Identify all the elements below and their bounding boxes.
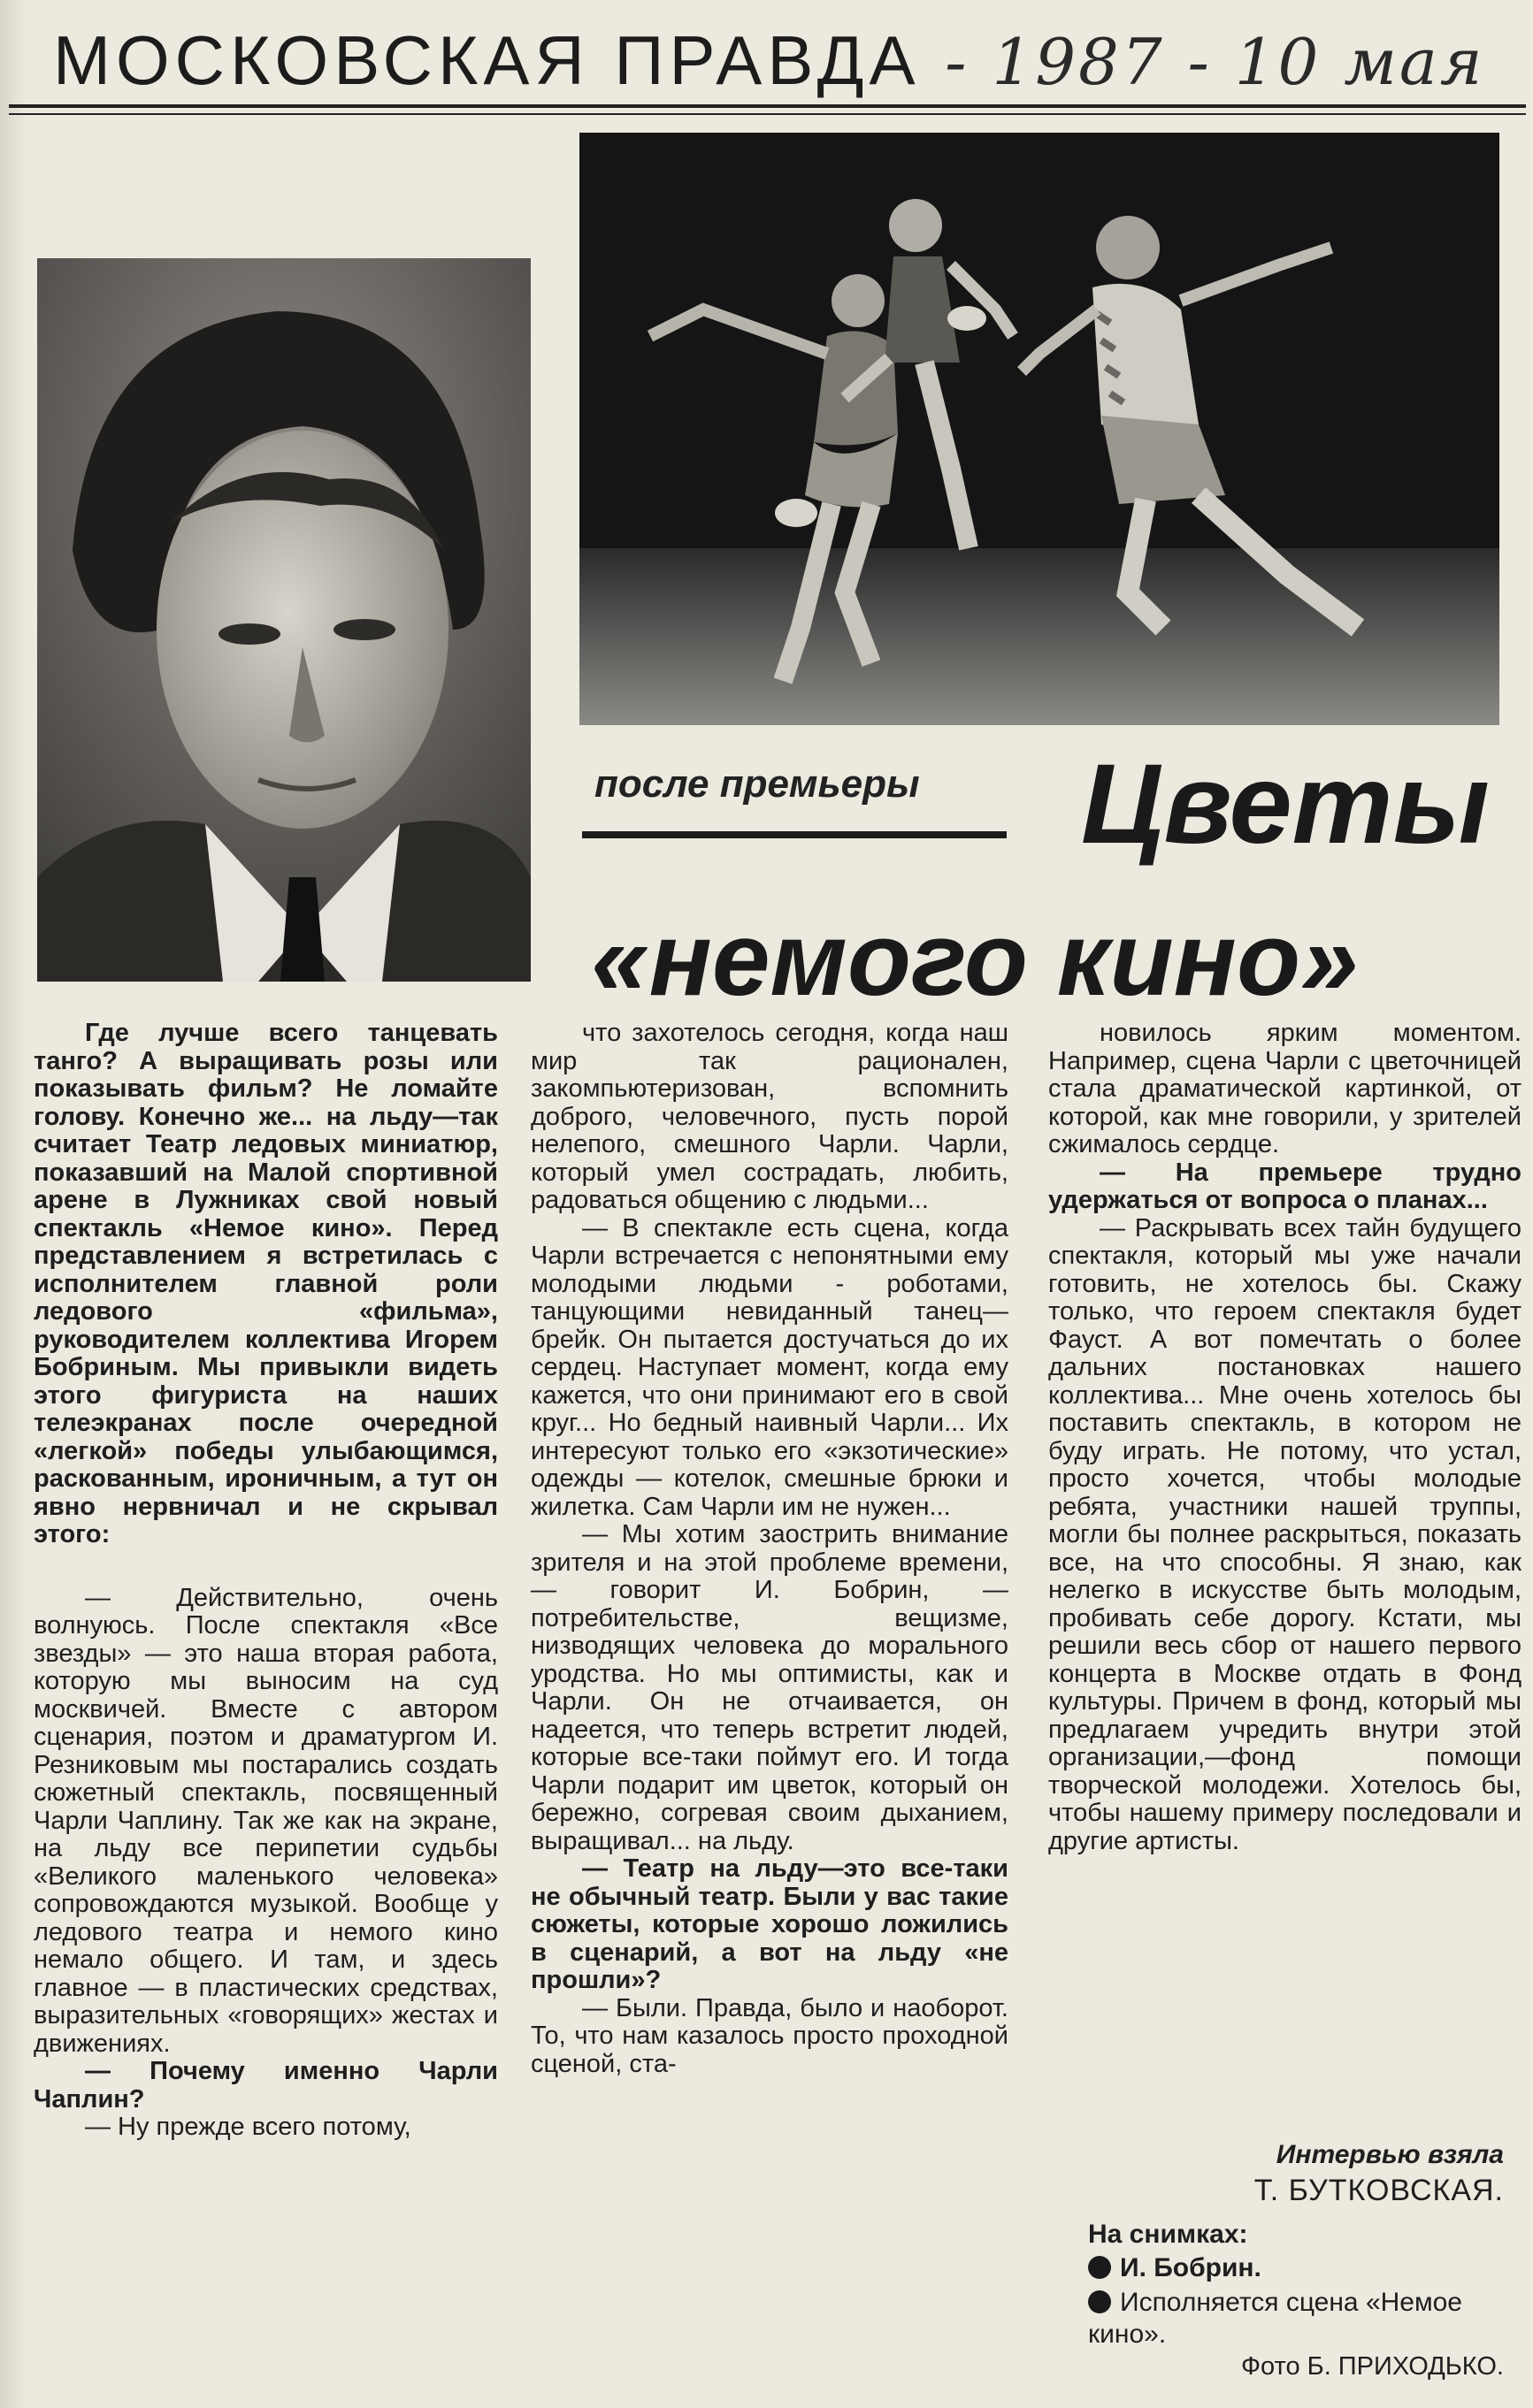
article-paragraph: новилось ярким моментом. Например, сцена Чарли с цветочницей стала драматической картинкой, от которой, как мне говорили, у зрителей сжималось сердце. (1048, 1019, 1522, 1158)
masthead (53, 18, 1504, 103)
bullet-icon (1088, 2256, 1111, 2279)
caption-item-1-text: И. Бобрин. (1120, 2253, 1261, 2282)
article-paragraph: — Ну прежде всего потому, (85, 2113, 411, 2141)
article-paragraph: — Раскрывать всех тайн будущего спектакля, который мы уже начали готовить, не хотелось бы. Скажу только, что героем спектакля будет Фауст. А вот помечтать о более дальних постановках нашего коллектива... Мне очень хотелось бы поставить спектакль, в котором не буду играть. Не потому, что устал, просто хочется, чтобы молодые ребята, участники нашей труппы, могли бы полнее раскрыться, показать все, на что способны. Я знаю, как нелегко в искусстве быть молодым, пробивать себе дорогу. Кстати, мы решили весь сбор от нашего первого концерта в Москве отдать в Фонд культуры. Причем в фонд, который мы предлагаем учредить внутри этой организации,—фонд помощи творческой молодежи. Хотелось бы, чтобы нашему примеру последовали и другие артисты. (1048, 1213, 1522, 1855)
captions-title: На снимках: (1088, 2220, 1248, 2249)
kicker: после премьеры (594, 762, 920, 806)
ice-dance-photo-icon (579, 133, 1499, 725)
article-column-1 (34, 1020, 498, 2142)
handwritten-date: - 1987 - 10 мая (945, 25, 1485, 99)
article-column-3 (1048, 1020, 1522, 1855)
ice-dance-photo (579, 133, 1499, 725)
caption-item-1 (1088, 2253, 1513, 2283)
interview-author: Т. БУТКОВСКАЯ. (1253, 2174, 1504, 2207)
article-paragraph: — В спектакле есть сцена, когда Чарли встречается с непонятными ему молодыми людьми - роботами, танцующими невиданный танец—брейк. Он пытается достучаться до их сердец. Наступает момент, когда ему кажется, что они принимают его в свой круг... Но бедный наивный Чарли... Их интересуют только его «экзотические» одежды — котелок, смешные брюки и жилетка. Сам Чарли им не нужен... (531, 1213, 1008, 1521)
article-paragraph: — На премьере трудно удержаться от вопроса о планах... (1048, 1158, 1522, 1214)
bullet-icon (1088, 2290, 1111, 2313)
kicker-underline (582, 831, 1007, 838)
masthead-rule-thin (9, 113, 1526, 115)
portrait-photo (37, 258, 531, 982)
article-paragraph: что захотелось сегодня, когда наш мир так рационален, закомпьютеризован, вспомнить доброго, человечного, пусть порой нелепого, смешного Чарли. Чарли, который умел сострадать, любить, радоваться общению с людьми... (531, 1019, 1008, 1214)
article-paragraph: — Театр на льду—это все-таки не обычный театр. Были у вас такие сюжеты, которые хорошо ложились в сценарий, а вот на льду «не прошли»? (531, 1854, 1008, 1994)
portrait-photo-icon (37, 258, 531, 982)
article-paragraph: — Были. Правда, было и наоборот. То, что нам казалось просто проходной сценой, ста- (531, 1993, 1008, 2078)
photo-credit: Фото Б. ПРИХОДЬКО. (1240, 2352, 1504, 2381)
paper-edge-shadow (0, 0, 27, 2408)
newspaper-title: МОСКОВСКАЯ ПРАВДА (53, 21, 921, 99)
headline-line-1: Цветы (1081, 741, 1490, 868)
article-paragraph: — Мы хотим заострить внимание зрителя и на этой проблеме времени, — говорит И. Бобрин, — потребительстве, вещизме, низводящих человека до морального уродства. Но мы оптимисты, как и Чарли. Он не отчаивается, он надеется, что теперь встретит людей, которые все-таки поймут его. И тогда Чарли подарит им цветок, который он бережно, согревая своим дыханием, выращивал... на льду. (531, 1520, 1008, 1855)
headline-line-2: «немого кино» (591, 901, 1359, 1018)
interview-credit-label: Интервью взяла (1276, 2140, 1504, 2169)
paragraph-gap (34, 1549, 498, 1585)
caption-item-2-text: Исполняется сцена «Немое кино». (1088, 2288, 1462, 2349)
article-paragraph: Где лучше всего танцевать танго? А выращивать розы или показывать фильм? Не ломайте голову. Конечно же... на льду—так считает Театр ледовых миниатюр, показавший на Малой спортивной арене в Лужниках свой новый спектакль «Немое кино». Перед представлением я встретилась с исполнителем главной роли ледового «фильма», руководителем коллектива Игорем Бобриным. Мы привыкли видеть этого фигуриста на наших телеэкранах после очередной «легкой» победы улыбающимся, раскованным, ироничным, а тут он явно нервничал и не скрывал этого: (34, 1019, 498, 1548)
article-paragraph: — Действительно, очень волнуюсь. После спектакля «Все звезды» — это наша вторая работа, которую мы выносим на суд москвичей. Вместе с автором сценария, поэтом и драматургом И. Резниковым мы постарались создать сюжетный спектакль, посвященный Чарли Чаплину. Так же как на экране, на льду все перипетии судьбы «Великого маленького человека» сопровождаются музыкой. Вообще у ледового театра и немого кино немало общего. И там, и здесь главное — в пластических средствах, выразительных «говорящих» жестах и движениях. (34, 1583, 498, 2058)
article-paragraph: — Почему именно Чарли Чаплин? (34, 2057, 498, 2114)
masthead-rule-thick (9, 104, 1526, 108)
article-column-2 (531, 1020, 1008, 2078)
caption-item-2 (1088, 2287, 1513, 2351)
